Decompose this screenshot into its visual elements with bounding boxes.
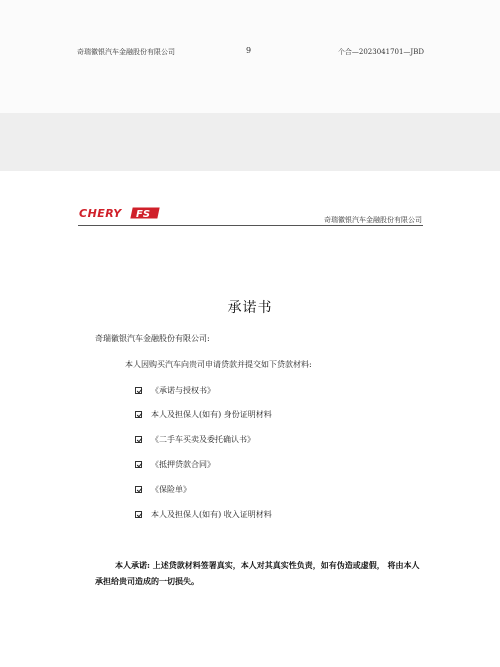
svg-text:CHERY: CHERY — [79, 207, 122, 220]
document-title: 承诺书 — [227, 300, 273, 316]
checked-box-icon — [135, 436, 142, 443]
checked-box-icon — [135, 486, 142, 493]
page-number: 9 — [246, 46, 252, 55]
intro-text: 本人因购买汽车向贵司申请贷款并提交如下贷款材料: — [125, 360, 312, 369]
checked-box-icon — [135, 387, 142, 394]
checklist-item — [135, 484, 191, 495]
checklist-item-label: 《保险单》 — [151, 485, 191, 494]
checked-box-icon — [135, 511, 142, 518]
letterhead-company: 奇瑞徽银汽车金融股份有限公司 — [324, 216, 422, 224]
checked-box-icon — [135, 411, 142, 418]
checklist-item-label: 本人及担保人(如有) 身份证明材料 — [151, 410, 272, 419]
checked-box-icon — [135, 461, 142, 468]
checklist-item — [135, 434, 255, 445]
checklist-item-label: 《二手车买卖及委托确认书》 — [151, 435, 255, 444]
checklist-item-label: 《抵押贷款合同》 — [151, 460, 215, 469]
addressee: 奇瑞徽银汽车金融股份有限公司: — [95, 334, 210, 343]
checklist-item-label: 本人及担保人(如有) 收入证明材料 — [151, 510, 272, 519]
chery-fs-logo — [78, 206, 162, 220]
svg-text:FS: FS — [136, 209, 151, 220]
header-company: 奇瑞徽银汽车金融股份有限公司 — [77, 48, 175, 56]
page-gap — [0, 113, 500, 171]
checklist-item — [135, 385, 215, 396]
previous-page — [0, 0, 500, 113]
checklist-item — [135, 409, 272, 420]
header-doc-code: 个合—2023041701—JBD — [337, 48, 424, 56]
checklist-item — [135, 459, 215, 470]
letterhead-rule — [78, 225, 423, 226]
checklist-item — [135, 509, 272, 520]
pledge-statement: 本人承诺: 上述贷款材料签署真实，本人对其真实性负责，如有伪造或虚假， 将由本人承担给贵司造成的一切损失。 — [95, 560, 420, 586]
checklist-item-label: 《承诺与授权书》 — [151, 386, 215, 395]
